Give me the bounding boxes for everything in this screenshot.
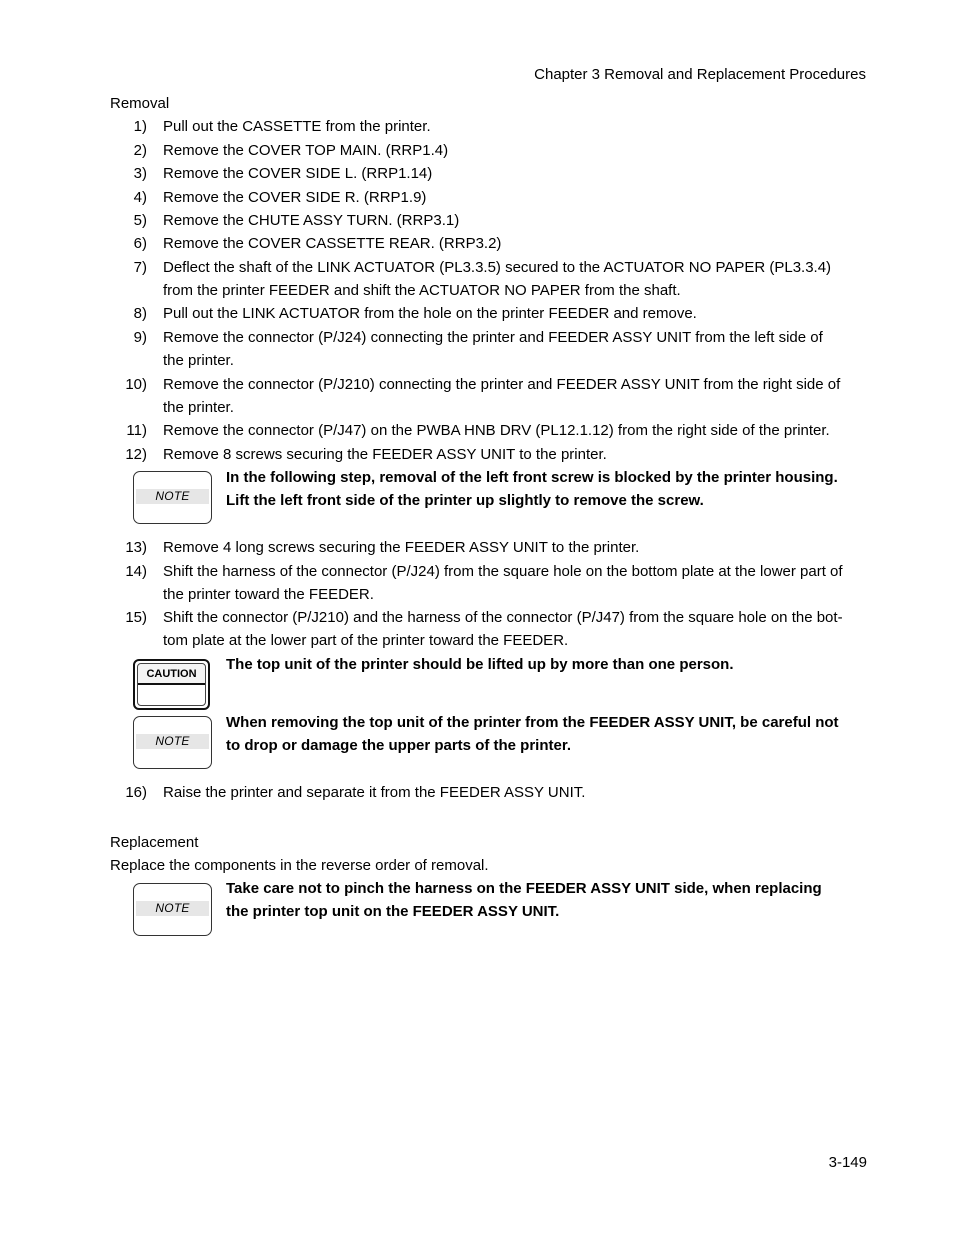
step-text-line: from the printer FEEDER and shift the ACTUATOR NO PAPER from the shaft. xyxy=(163,282,681,300)
note-label: NOTE xyxy=(155,489,190,503)
step-number: 9) xyxy=(133,329,147,346)
page-number: 3-149 xyxy=(828,1154,867,1171)
step-text: Remove 8 screws securing the FEEDER ASSY UNIT to the printer. xyxy=(163,446,607,463)
step-number: 12) xyxy=(125,446,147,463)
caution-frame xyxy=(137,663,206,706)
note-text-line: When removing the top unit of the printer from the FEEDER ASSY UNIT, be careful not xyxy=(226,714,839,731)
caution-text: The top unit of the printer should be lifted up by more than one person. xyxy=(226,656,734,673)
step-text: Pull out the CASSETTE from the printer. xyxy=(163,118,431,135)
step-number: 8) xyxy=(133,305,147,322)
step-text-line: the printer toward the FEEDER. xyxy=(163,586,374,604)
step-text-line: Remove the connector (P/J210) connecting the printer and FEEDER ASSY UNIT from the right side of xyxy=(163,376,841,393)
note-icon xyxy=(133,716,212,769)
step-number: 15) xyxy=(125,609,147,626)
step-number: 4) xyxy=(133,189,147,206)
step-text: Remove the COVER TOP MAIN. (RRP1.4) xyxy=(163,142,449,159)
step-text xyxy=(163,256,870,303)
step-number: 10) xyxy=(125,376,147,393)
replacement-heading: Replacement xyxy=(110,834,199,851)
note-text xyxy=(226,877,871,924)
step-text: Remove the COVER CASSETTE REAR. (RRP3.2) xyxy=(163,235,502,252)
step-number: 2) xyxy=(133,142,147,159)
step-text: Remove the CHUTE ASSY TURN. (RRP3.1) xyxy=(163,212,460,229)
note-text-line: the printer top unit on the FEEDER ASSY UNIT. xyxy=(226,903,560,921)
note-text-line: In the following step, removal of the left front screw is blocked by the printer housing. xyxy=(226,469,838,486)
step-number: 3) xyxy=(133,165,147,182)
step-text: Raise the printer and separate it from the FEEDER ASSY UNIT. xyxy=(163,784,586,801)
chapter-header: Chapter 3 Removal and Replacement Procedures xyxy=(534,66,866,83)
step-text xyxy=(163,373,870,420)
step-text-line: tom plate at the lower part of the printer toward the FEEDER. xyxy=(163,632,569,650)
step-text xyxy=(163,606,870,653)
note-text-line: Take care not to pinch the harness on the FEEDER ASSY UNIT side, when replacing xyxy=(226,880,822,897)
step-text-line: Shift the connector (P/J210) and the harness of the connector (P/J47) from the square hole on the bot- xyxy=(163,609,843,626)
step-text-line: Shift the harness of the connector (P/J24) from the square hole on the bottom plate at the lower part of xyxy=(163,563,843,580)
step-text: Remove the connector (P/J47) on the PWBA HNB DRV (PL12.1.12) from the right side of the printer. xyxy=(163,422,830,439)
note-label: NOTE xyxy=(155,901,190,915)
step-text: Pull out the LINK ACTUATOR from the hole on the printer FEEDER and remove. xyxy=(163,305,697,322)
step-text-line: Remove the connector (P/J24) connecting the printer and FEEDER ASSY UNIT from the left side of xyxy=(163,329,823,346)
step-number: 13) xyxy=(125,539,147,556)
caution-label: CAUTION xyxy=(146,668,197,680)
note-icon xyxy=(133,883,212,936)
step-text-line: the printer. xyxy=(163,352,234,370)
step-number: 6) xyxy=(133,235,147,252)
caution-icon xyxy=(133,659,210,710)
step-text: Remove the COVER SIDE R. (RRP1.9) xyxy=(163,189,427,206)
note-text xyxy=(226,466,871,513)
note-label: NOTE xyxy=(155,734,190,748)
step-number: 16) xyxy=(125,784,147,801)
step-text-line: Deflect the shaft of the LINK ACTUATOR (PL3.3.5) secured to the ACTUATOR NO PAPER (PL3.3.4) xyxy=(163,259,832,276)
step-number: 5) xyxy=(133,212,147,229)
step-text: Remove the COVER SIDE L. (RRP1.14) xyxy=(163,165,433,182)
step-number: 7) xyxy=(133,259,147,276)
note-icon xyxy=(133,471,212,524)
replacement-text: Replace the components in the reverse order of removal. xyxy=(110,857,489,874)
note-text-line: to drop or damage the upper parts of the printer. xyxy=(226,737,572,755)
note-text-line: Lift the left front side of the printer up slightly to remove the screw. xyxy=(226,492,704,510)
removal-heading: Removal xyxy=(110,95,170,112)
step-text: Remove 4 long screws securing the FEEDER ASSY UNIT to the printer. xyxy=(163,539,640,556)
step-number: 1) xyxy=(133,118,147,135)
step-text-line: the printer. xyxy=(163,399,234,417)
step-number: 14) xyxy=(125,563,147,580)
step-text xyxy=(163,560,870,607)
step-text xyxy=(163,326,870,373)
note-text xyxy=(226,711,871,758)
step-number: 11) xyxy=(126,422,147,439)
